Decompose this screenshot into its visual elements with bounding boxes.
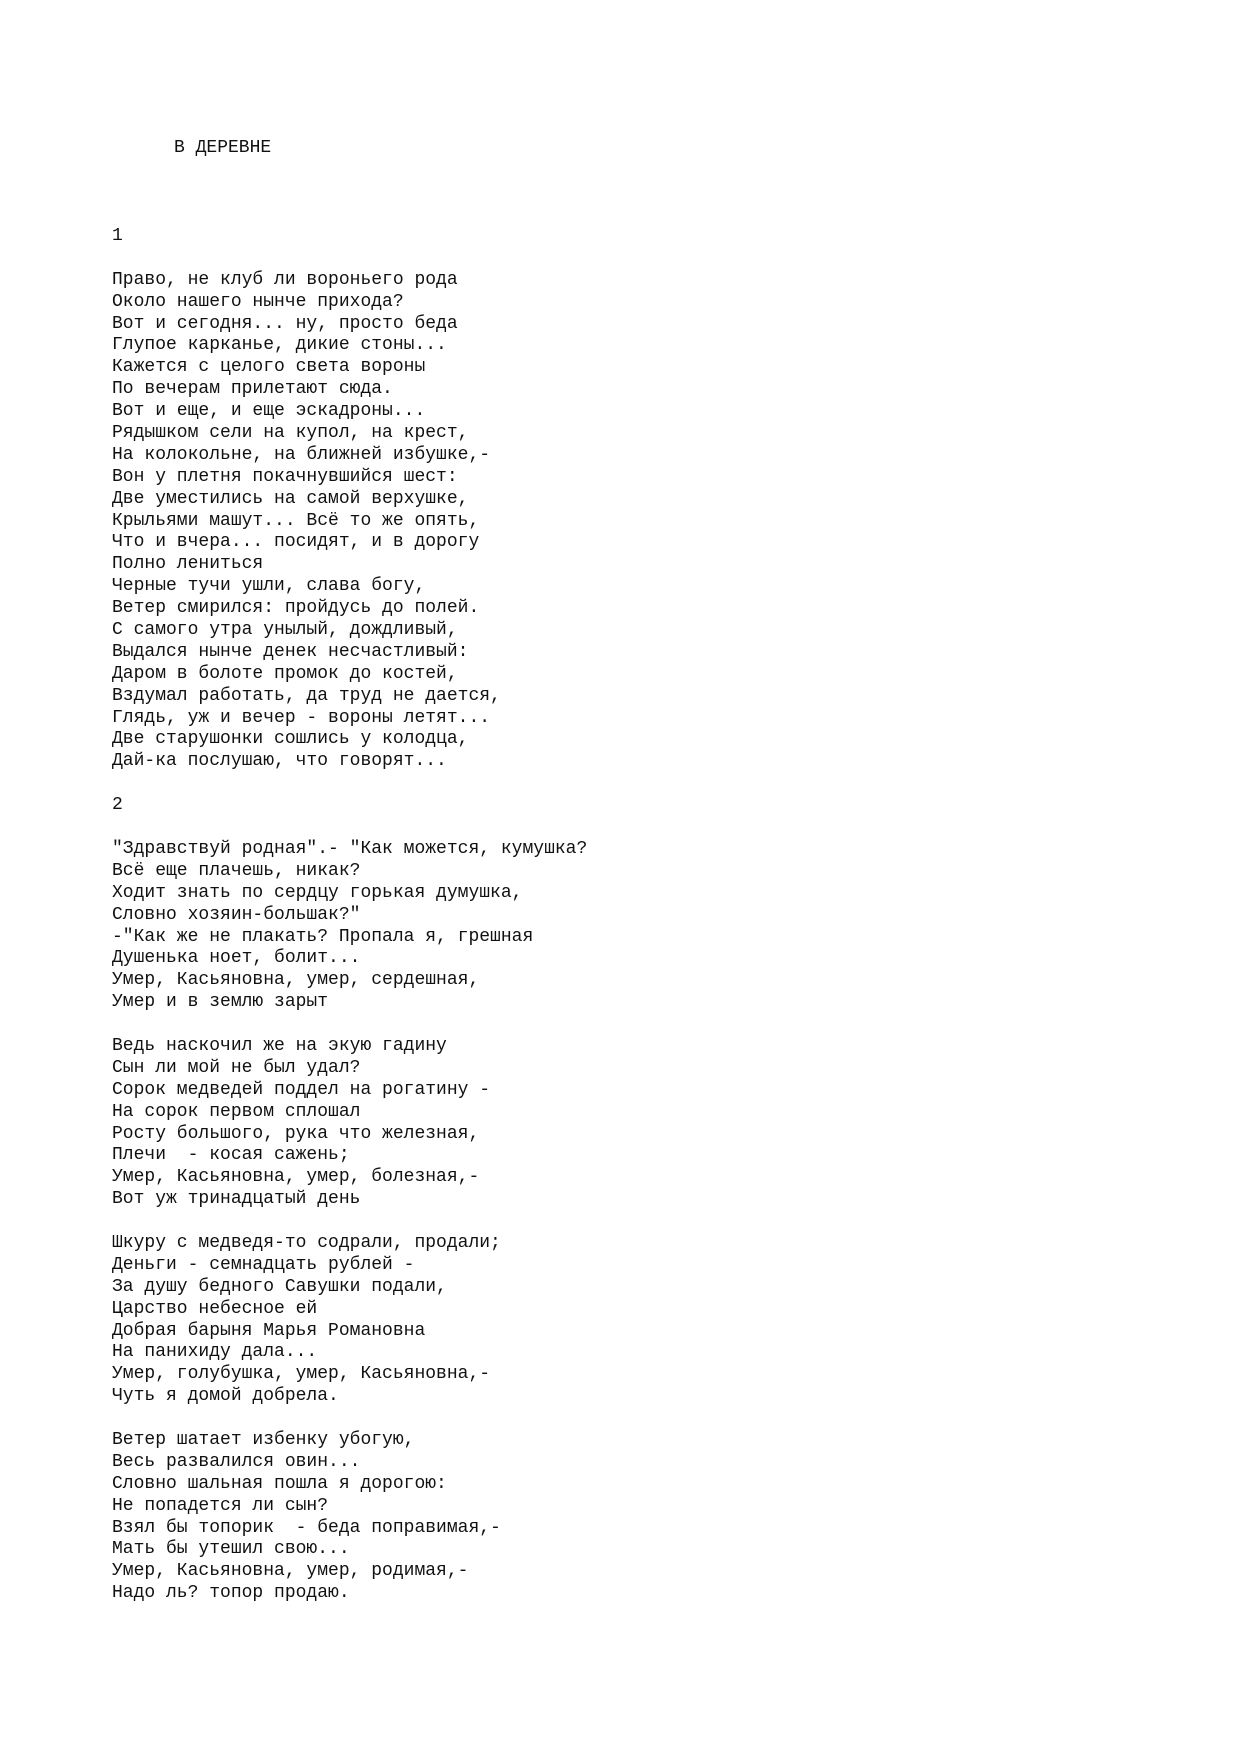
verse-line: Умер, голубушка, умер, Касьяновна,- <box>112 1364 491 1385</box>
part-number: 1 <box>112 226 123 246</box>
verse-line: Ветер смирился: пройдусь до полей. <box>112 598 480 619</box>
verse-line: Даром в болоте промок до костей, <box>112 663 458 684</box>
blank-line <box>112 1408 1192 1430</box>
verse-line: Умер и в землю зарыт <box>112 992 329 1013</box>
stanza <box>112 270 1192 773</box>
verse-line: Умер, Касьяновна, умер, сердешная, <box>112 970 480 991</box>
verse-line: Кажется с целого света вороны <box>112 357 426 378</box>
verse-line: За душу бедного Савушки подали, <box>112 1276 447 1297</box>
verse-line: На колокольне, на ближней избушке,- <box>112 444 491 465</box>
verse-line: Вот уж тринадцатый день <box>112 1189 361 1210</box>
verse-line: На сорок первом сплошал <box>112 1101 361 1122</box>
verse-line: Царство небесное ей <box>112 1298 318 1319</box>
verse-line: Росту большого, рука что железная, <box>112 1123 480 1144</box>
verse-line: "Здравствуй родная".- "Как можется, кумушка? <box>112 838 588 859</box>
blank-line <box>112 1211 1192 1233</box>
verse-line: Дай-ка послушаю, что говорят... <box>112 751 447 772</box>
blank-line <box>112 1014 1192 1036</box>
poem-title: В ДЕРЕВНЕ <box>174 138 272 158</box>
verse-line: Деньги - семнадцать рублей - <box>112 1254 415 1275</box>
verse-line: Две старушонки сошлись у колодца, <box>112 729 469 750</box>
stanza <box>112 1430 1192 1605</box>
blank-line <box>112 773 1192 795</box>
verse-line: На панихиду дала... <box>112 1342 318 1363</box>
verse-line: -"Как же не плакать? Пропала я, грешная <box>112 926 534 947</box>
verse-line: Словно шальная пошла я дорогою: <box>112 1473 447 1494</box>
stanza <box>112 1036 1192 1211</box>
verse-line: Словно хозяин-большак?" <box>112 904 361 925</box>
verse-line: Полно лениться <box>112 554 264 575</box>
verse-line: Всё еще плачешь, никак? <box>112 860 361 881</box>
verse-line: Надо ль? топор продаю. <box>112 1583 350 1604</box>
verse-line: Плечи - косая сажень; <box>112 1145 350 1166</box>
verse-line: Крыльями машут... Всё то же опять, <box>112 510 480 531</box>
verse-line: Весь развалился овин... <box>112 1451 361 1472</box>
verse-line: Ведь наскочил же на экую гадину <box>112 1035 447 1056</box>
verse-line: Черные тучи ушли, слава богу, <box>112 576 426 597</box>
part-number: 2 <box>112 795 123 816</box>
verse-line: Взял бы топорик - беда поправимая,- <box>112 1517 501 1538</box>
verse-line: Вон у плетня покачнувшийся шест: <box>112 466 458 487</box>
verse-line: С самого утра унылый, дождливый, <box>112 620 458 641</box>
verse-line: Чуть я домой добрела. <box>112 1386 339 1407</box>
verse-line: Сорок медведей поддел на рогатину - <box>112 1079 491 1100</box>
verse-line: Глупое карканье, дикие стоны... <box>112 335 447 356</box>
verse-line: Ходит знать по сердцу горькая думушка, <box>112 882 523 903</box>
verse-line: Что и вчера... посидят, и в дорогу <box>112 532 480 553</box>
verse-line: Не попадется ли сын? <box>112 1495 329 1516</box>
verse-line: Право, не клуб ли вороньего рода <box>112 269 458 290</box>
verse-line: Сын ли мой не был удал? <box>112 1057 361 1078</box>
verse-line: Рядышком сели на купол, на крест, <box>112 423 469 444</box>
verse-line: Вздумал работать, да труд не дается, <box>112 685 501 706</box>
verse-line: Добрая барыня Марья Романовна <box>112 1320 426 1341</box>
verse-line: Шкуру с медведя-то содрали, продали; <box>112 1232 501 1253</box>
verse-line: Душенька ноет, болит... <box>112 948 361 969</box>
verse-line: Две уместились на самой верхушке, <box>112 488 469 509</box>
blank-line <box>112 248 1192 270</box>
verse-line: Ветер шатает избенку убогую, <box>112 1429 415 1450</box>
stanza <box>112 1233 1192 1408</box>
verse-line: По вечерам прилетают сюда. <box>112 379 393 400</box>
stanza <box>112 839 1192 1014</box>
blank-line <box>112 817 1192 839</box>
verse-line: Выдался нынче денек несчастливый: <box>112 641 469 662</box>
verse-line: Глядь, уж и вечер - вороны летят... <box>112 707 491 728</box>
poem-body <box>112 226 1192 1605</box>
verse-line: Мать бы утешил свою... <box>112 1539 350 1560</box>
verse-line: Вот и сегодня... ну, просто беда <box>112 313 458 334</box>
verse-line: Около нашего нынче прихода? <box>112 291 404 312</box>
verse-line: Умер, Касьяновна, умер, родимая,- <box>112 1561 469 1582</box>
verse-line: Умер, Касьяновна, умер, болезная,- <box>112 1167 480 1188</box>
verse-line: Вот и еще, и еще эскадроны... <box>112 401 426 422</box>
